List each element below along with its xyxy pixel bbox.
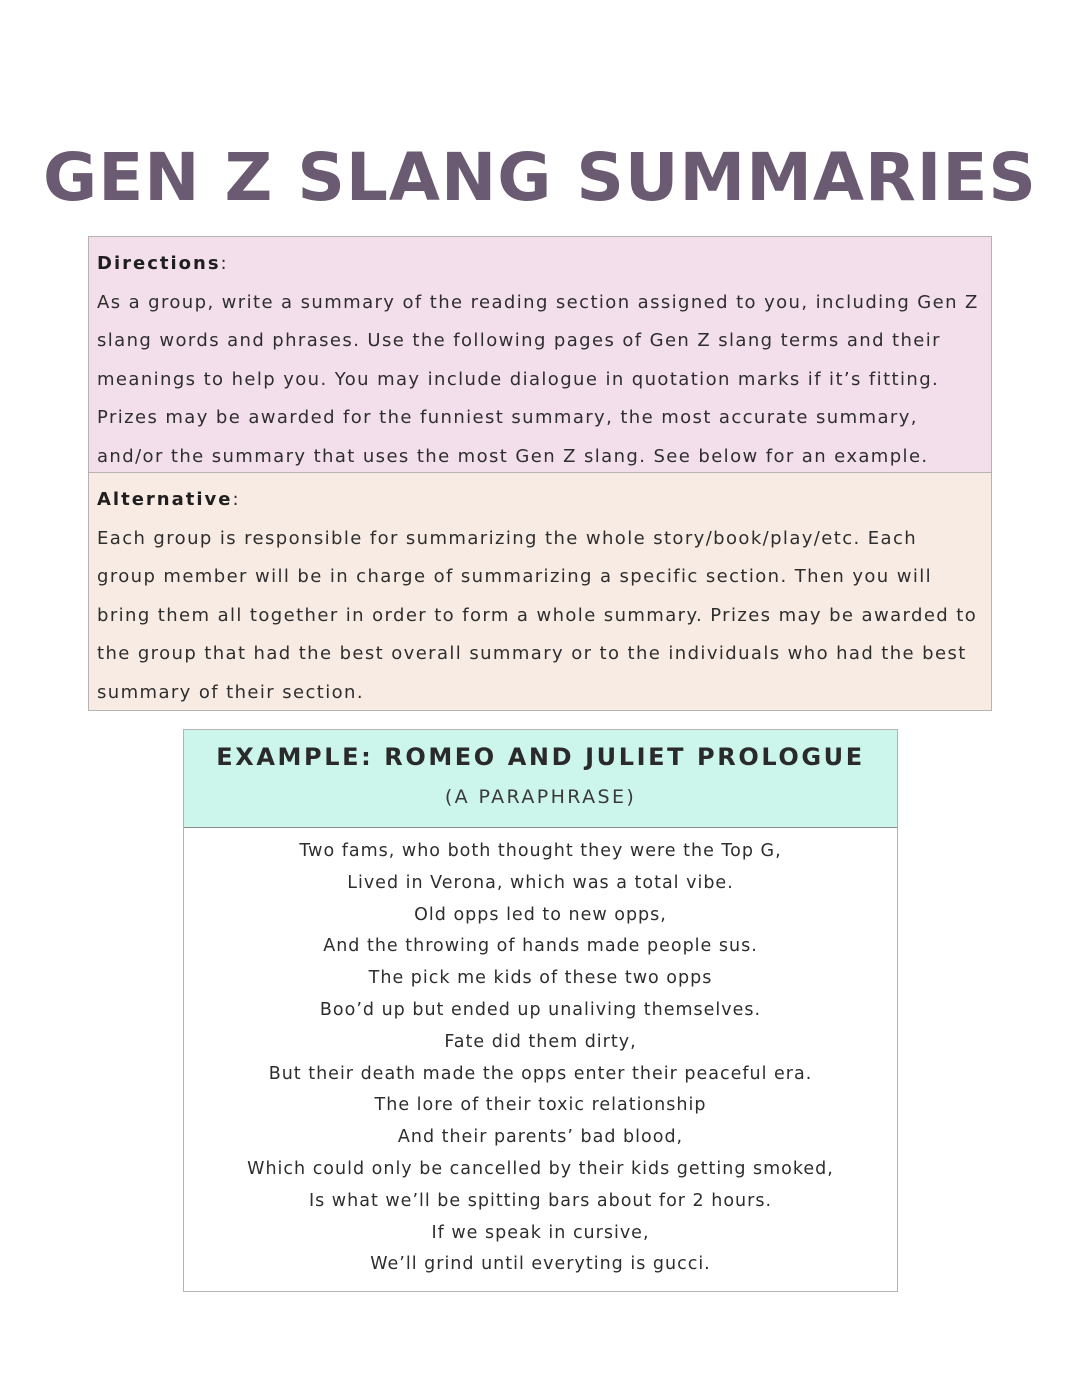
alternative-text: Each group is responsible for summarizing the whole story/book/play/etc. Each group member will be in charge of summarizing a specific section. Then you will bring them all together in order to form a whole summary. Prizes may be awarded to the group that had the best overall summary or to the individuals who had the best summary of their section. — [97, 527, 978, 703]
poem — [184, 828, 897, 1291]
page-title: GEN Z SLANG SUMMARIES — [43, 139, 1037, 216]
alternative-colon: : — [232, 489, 240, 510]
poem-line: Fate did them dirty, — [444, 1031, 637, 1052]
directions-heading: Directions — [97, 253, 221, 274]
example-title: EXAMPLE: ROMEO AND JULIET PROLOGUE — [216, 743, 865, 771]
directions-colon: : — [220, 253, 229, 274]
poem-line: The pick me kids of these two opps — [368, 968, 713, 989]
poem-line: We’ll grind until everyting is gucci. — [370, 1254, 711, 1275]
alternative-section — [89, 473, 991, 710]
directions-section — [89, 237, 991, 473]
poem-line: The lore of their toxic relationship — [374, 1095, 707, 1116]
example-subtitle: (A PARAPHRASE) — [444, 786, 637, 808]
poem-line: If we speak in cursive, — [431, 1222, 650, 1243]
poem-line: Lived in Verona, which was a total vibe. — [347, 872, 734, 893]
poem-line: But their death made the opps enter their peaceful era. — [268, 1063, 813, 1084]
poem-line: Old opps led to new opps, — [414, 904, 667, 925]
poem-line: And the throwing of hands made people sus. — [323, 936, 758, 957]
poem-line: Two fams, who both thought they were the Top G, — [299, 841, 782, 861]
example-box — [183, 729, 898, 1292]
example-header — [184, 730, 897, 828]
poem-line: Is what we’ll be spitting bars about for 2 hours. — [308, 1190, 773, 1211]
alternative-heading: Alternative — [97, 489, 233, 510]
poem-line: And their parents’ bad blood, — [397, 1127, 684, 1148]
instructions-box — [88, 236, 992, 711]
poem-line: Which could only be cancelled by their kids getting smoked, — [247, 1158, 834, 1179]
poem-line: Boo’d up but ended up unaliving themselves. — [319, 999, 762, 1020]
directions-text: As a group, write a summary of the reading section assigned to you, including Gen Z slang words and phrases. Use the following pages of Gen Z slang terms and their meanings to help you. You may include dialogue in quotation marks if it’s fitting. Prizes may be awarded for the funniest summary, the most accurate summary, and/or the summary that uses the most Gen Z slang. See below for an example. — [97, 291, 979, 467]
